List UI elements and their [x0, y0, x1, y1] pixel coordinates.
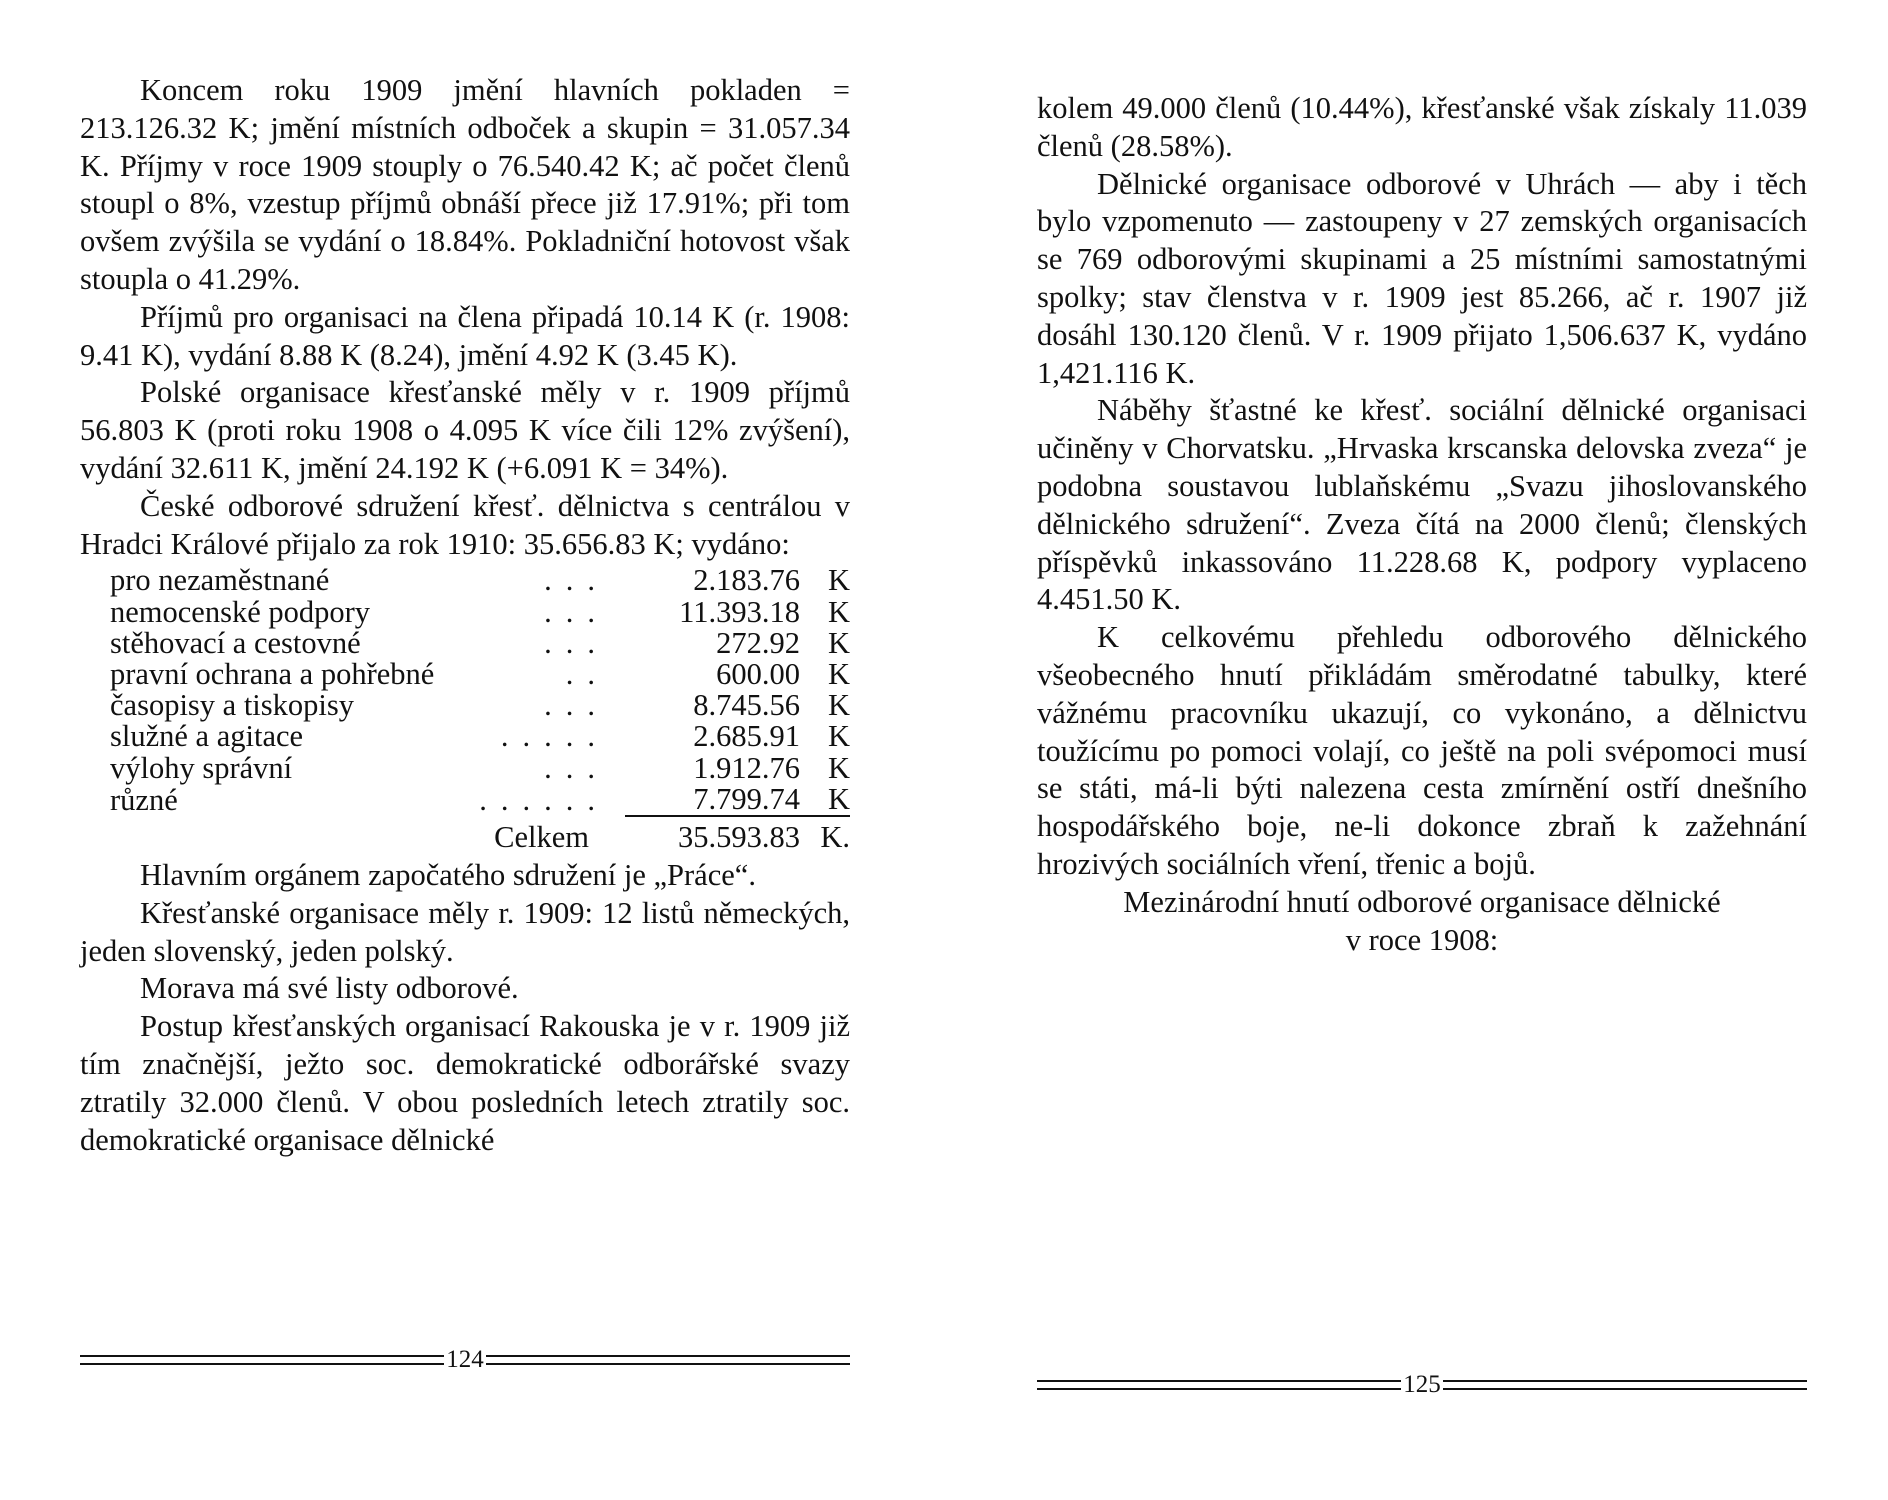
currency-unit: K: [827, 594, 850, 629]
expense-row: [80, 690, 850, 721]
total-label: Celkem: [494, 819, 589, 854]
leader-dots: ..: [565, 656, 609, 691]
expense-amount: 11.393.18: [679, 594, 800, 629]
expense-row: [80, 753, 850, 784]
expense-row: [80, 659, 850, 690]
paragraph: K celkovému přehledu odborového dělnického všeobecného hnutí přikládám směrodatné tabulky, které vážnému pracovníku ukazují, co vykonáno, a dělnictvu toužícímu po pomoci volají, co ještě na poli svépomoci musí se státi, má-li býti nalezena cesta zmírnění ostří dnešního hospodářského boje, ne-li dokonce zbraň k zažehnání hrozivých sociálních vření, třenic a bojů.: [1037, 620, 1807, 881]
right-page: [1037, 90, 1807, 959]
double-rule: [80, 1355, 444, 1365]
expense-amount: 8.745.56: [693, 688, 800, 723]
currency-unit: K: [827, 750, 850, 785]
currency-unit: K: [827, 656, 850, 691]
currency-unit: K: [827, 563, 850, 598]
leader-dots: ...: [544, 750, 609, 785]
paragraph: Polské organisace křesťanské měly v r. 1909 příjmů 56.803 K (proti roku 1908 o 4.095 K více čili 12% zvýšení), vydání 32.611 K, jmění 24.192 K (+6.091 K = 34%).: [80, 375, 850, 485]
paragraph: Křesťanské organisace měly r. 1909: 12 listů německých, jeden slovenský, jeden polský.: [80, 895, 850, 968]
paragraph: Koncem roku 1909 jmění hlavních pokladen = 213.126.32 K; jmění místních odboček a skupin = 31.057.34 K. Příjmy v roce 1909 stouply o 76.540.42 K; ač počet členů stoupl o 8%, vzestup příjmů obnáší přece již 17.91%; při tom ovšem zvýšila se vydání o 18.84%. Pokladniční hotovost však stoupla o 41.29%.: [80, 73, 850, 296]
expense-amount: 272.92: [716, 625, 800, 660]
leader-dots: ...: [544, 625, 609, 660]
expense-amount: 1.912.76: [693, 750, 800, 785]
expense-amount: 600.00: [716, 656, 800, 691]
section-heading: v roce 1908:: [1345, 922, 1499, 957]
page-footer-right: [1037, 1373, 1807, 1397]
double-rule: [1037, 1380, 1401, 1390]
currency-unit: K: [827, 719, 850, 754]
expense-amount: 2.183.76: [693, 563, 800, 598]
expense-row: [80, 721, 850, 752]
section-heading: Mezinárodní hnutí odborové organisace dělnické: [1123, 884, 1721, 919]
expense-label: stěhovací a cestovné: [110, 625, 361, 660]
total-amount: 35.593.83: [678, 819, 800, 854]
paragraph: Náběhy šťastné ke křesť. sociální dělnické organisaci učiněny v Chorvatsku. „Hrvaska krscanska delovska zveza“ je podobna soustavou lublaňskému „Svazu jihoslovanského dělnického sdružení“. Zveza čítá na 2000 členů; členských příspěvků inkassováno 11.228.68 K, podpory vyplaceno 4.451.50 K.: [1037, 393, 1807, 617]
expense-label: časopisy a tiskopisy: [110, 688, 354, 723]
currency-unit: K: [827, 625, 850, 660]
paragraph: Morava má své listy odborové.: [140, 971, 519, 1006]
expense-label: různé: [110, 782, 178, 817]
expenses-table: [80, 565, 850, 857]
expense-row: [80, 565, 850, 596]
currency-unit: K: [827, 688, 850, 723]
double-rule: [1443, 1380, 1807, 1390]
currency-unit: K.: [820, 819, 850, 854]
paragraph: kolem 49.000 členů (10.44%), křesťanské však získaly 11.039 členů (28.58%).: [1037, 91, 1807, 163]
paragraph: Hlavním orgánem započatého sdružení je „Práce“.: [140, 857, 756, 892]
total-row: [80, 816, 850, 857]
currency-unit: K: [800, 784, 850, 816]
expense-row: [80, 628, 850, 659]
paragraph: České odborové sdružení křesť. dělnictva s centrálou v Hradci Králové přijalo za rok 1910: 35.656.83 K; vydáno:: [80, 488, 850, 561]
leader-dots: .....: [500, 719, 609, 754]
paragraph: Dělnické organisace odborové v Uhrách — aby i těch bylo vzpomenuto — zastoupeny v 27 zemských organisacích se 769 odborovými skupinami a 25 místními samostatnými spolky; stav členstva v r. 1909 jest 85.266, ač r. 1907 již dosáhl 130.120 členů. V r. 1909 přijato 1,506.637 K, vydáno 1,421.116 K.: [1037, 166, 1807, 390]
expense-label: pravní ochrana a pohřebné: [110, 656, 435, 691]
leader-dots: ......: [479, 782, 609, 817]
page-number: 124: [446, 1346, 484, 1373]
expense-amount: 7.799.74: [625, 784, 800, 816]
expense-row: [80, 784, 850, 816]
expense-amount: 2.685.91: [693, 719, 800, 754]
expense-label: výlohy správní: [110, 750, 293, 785]
leader-dots: ...: [544, 688, 609, 723]
page-footer-left: [80, 1348, 850, 1372]
expense-label: služné a agitace: [110, 719, 304, 754]
double-rule: [486, 1355, 850, 1365]
expense-row: [80, 597, 850, 628]
expense-label: pro nezaměstnané: [110, 563, 330, 598]
leader-dots: ...: [544, 563, 609, 598]
expense-label: nemocenské podpory: [110, 594, 371, 629]
paragraph: Postup křesťanských organisací Rakouska je v r. 1909 již tím značnější, ježto soc. demokratické odborářské svazy ztratily 32.000 členů. V obou posledních letech ztratily soc. demokratické organisace dělnické: [80, 1009, 850, 1157]
leader-dots: ...: [544, 594, 609, 629]
paragraph: Příjmů pro organisaci na člena připadá 10.14 K (r. 1908: 9.41 K), vydání 8.88 K (8.24), jmění 4.92 K (3.45 K).: [80, 299, 850, 372]
left-page: [80, 72, 850, 1159]
page-number: 125: [1403, 1371, 1441, 1398]
